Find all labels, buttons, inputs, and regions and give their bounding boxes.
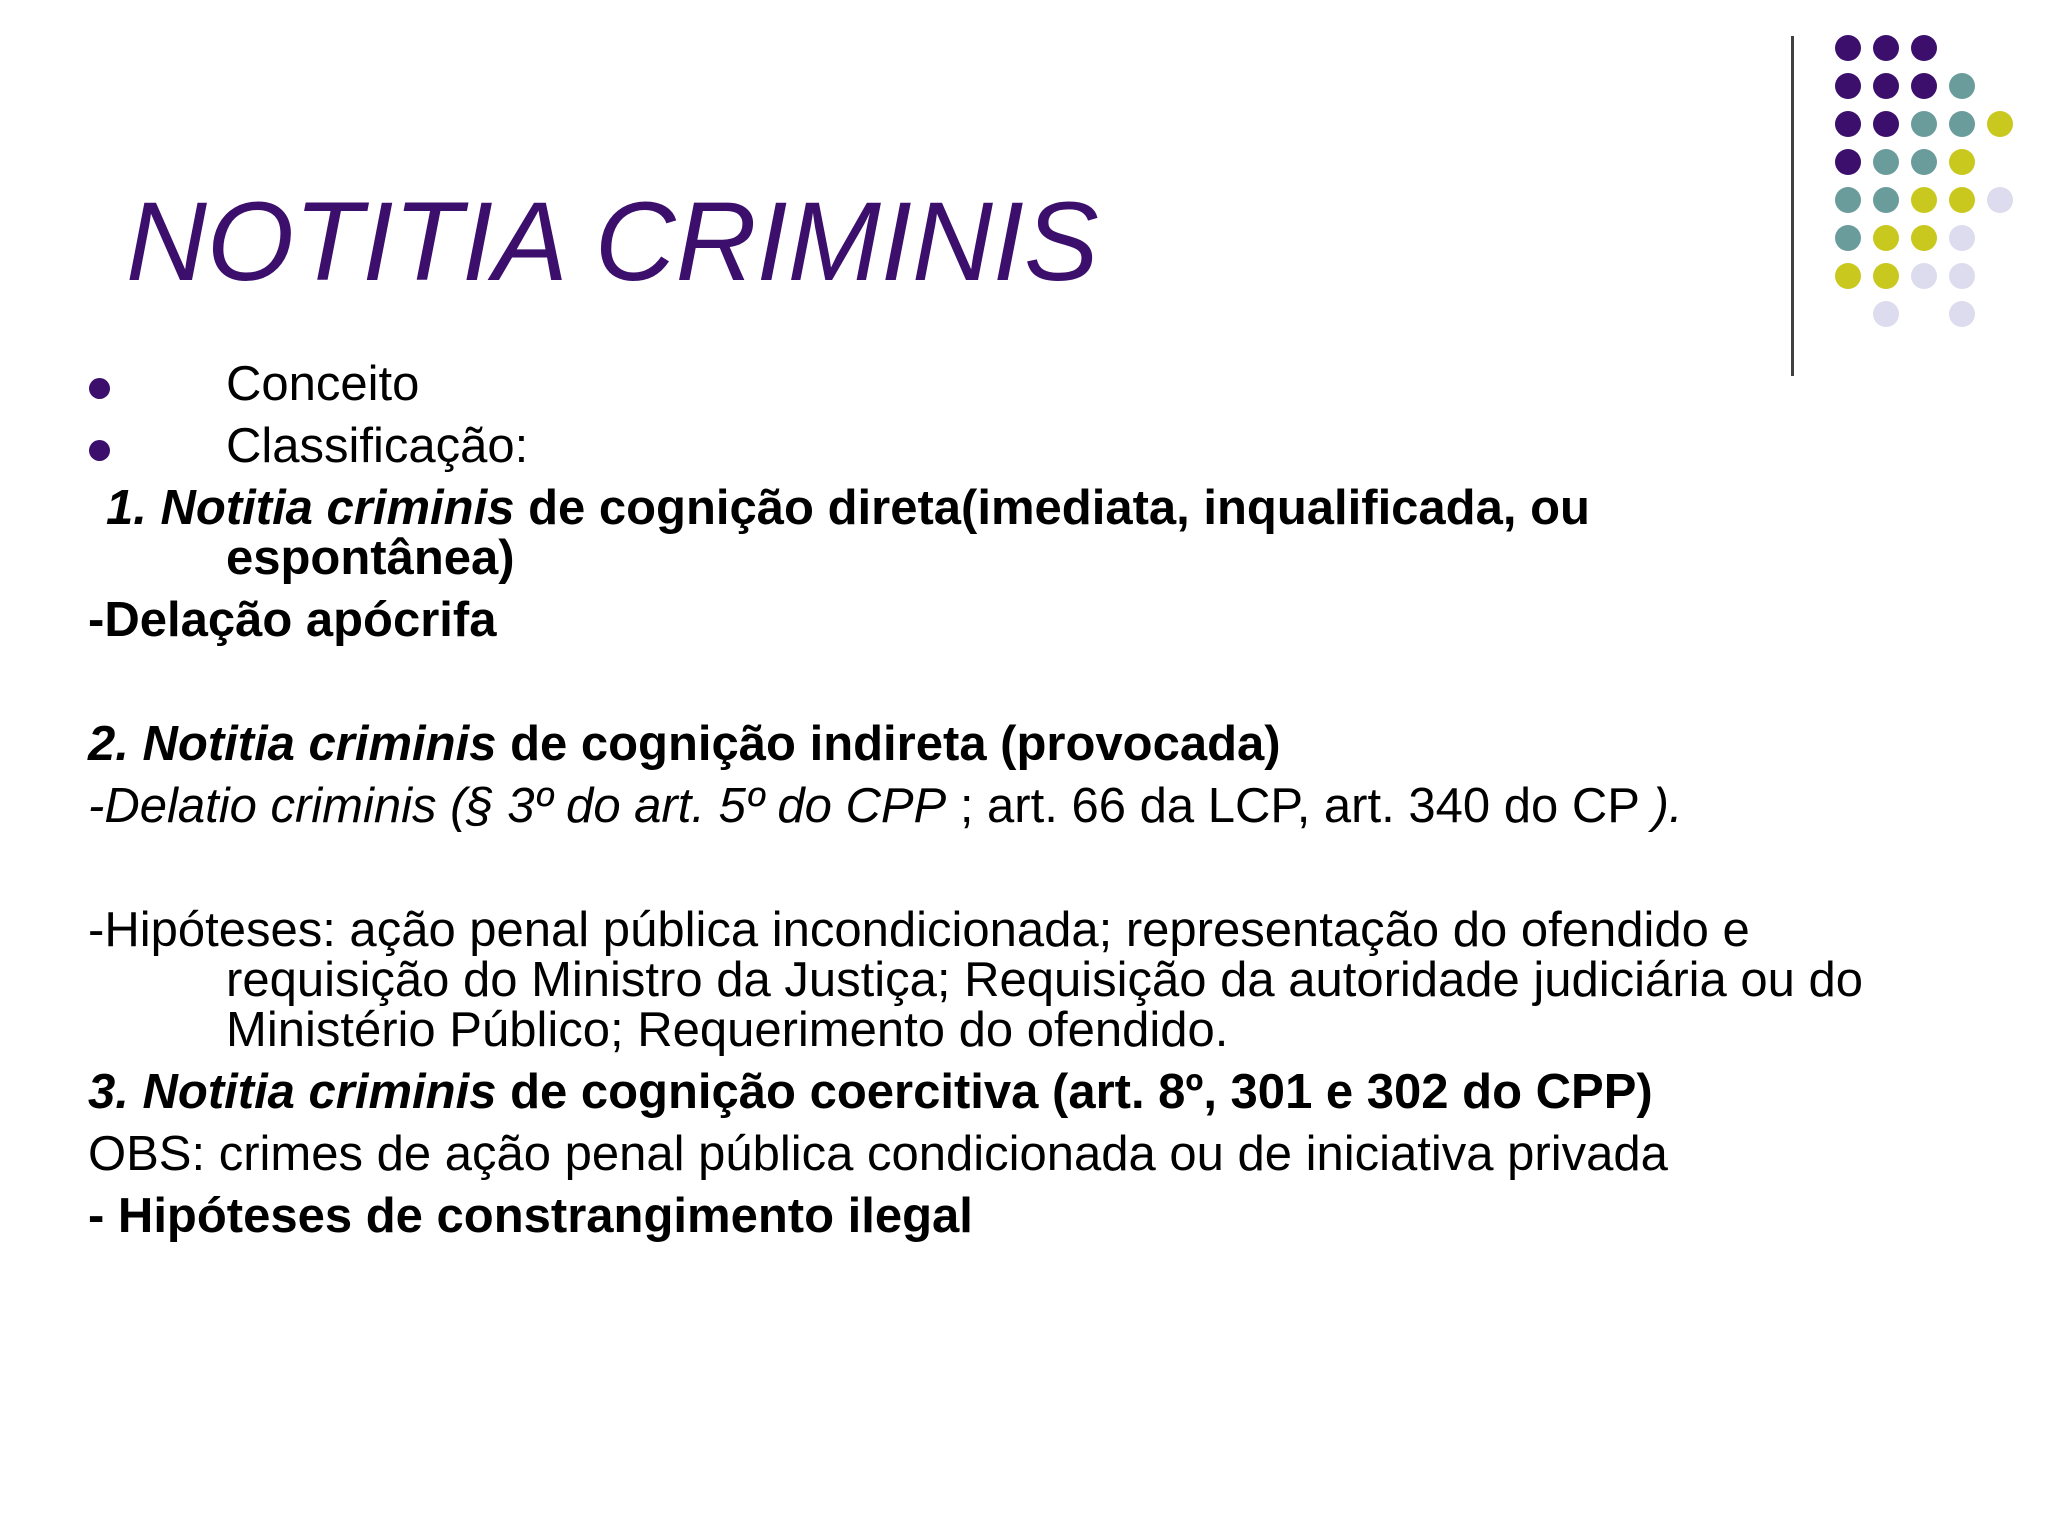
decorative-dot bbox=[1873, 225, 1899, 251]
bullet-text: Classificação: bbox=[226, 419, 529, 473]
bullet-item-classificacao bbox=[88, 419, 1988, 484]
bullet-dot-icon bbox=[89, 378, 110, 399]
section-3-number: 3. bbox=[88, 1065, 129, 1119]
decorative-dot bbox=[1873, 35, 1899, 61]
decorative-dot bbox=[1835, 187, 1861, 213]
section-2-item-italic-end: ). bbox=[1652, 779, 1683, 833]
section-1-heading bbox=[88, 481, 1988, 535]
section-1-term: Notitia criminis bbox=[160, 481, 515, 535]
decorative-dot bbox=[1949, 111, 1975, 137]
decorative-dot bbox=[1987, 187, 2013, 213]
section-2-term: Notitia criminis bbox=[142, 717, 497, 771]
decorative-dot bbox=[1873, 111, 1899, 137]
decorative-dot bbox=[1911, 73, 1937, 99]
decorative-dot bbox=[1873, 149, 1899, 175]
decorative-dot bbox=[1873, 73, 1899, 99]
decorative-dot bbox=[1949, 73, 1975, 99]
spacer bbox=[88, 658, 1988, 720]
bullet-text: Conceito bbox=[226, 357, 420, 411]
section-2-number: 2. bbox=[88, 717, 129, 771]
slide-body bbox=[88, 357, 1988, 1254]
decorative-dot bbox=[1911, 187, 1937, 213]
section-3-term: Notitia criminis bbox=[142, 1065, 497, 1119]
decorative-dot bbox=[1911, 149, 1937, 175]
obs-text: OBS: crimes de ação penal pública condicionada ou de iniciativa privada bbox=[88, 1127, 1668, 1181]
section-2-item-normal: ; art. 66 da LCP, art. 340 do CP bbox=[946, 779, 1653, 833]
section-2-rest: de cognição indireta (provocada) bbox=[496, 717, 1281, 771]
section-3-rest: de cognição coercitiva (art. 8º, 301 e 302 do CPP) bbox=[496, 1065, 1653, 1119]
slide-title: NOTITIA CRIMINIS bbox=[126, 179, 1099, 304]
section-1-rest: de cognição direta(imediata, inqualificada, ou bbox=[514, 481, 1590, 535]
decorative-dot bbox=[1835, 225, 1861, 251]
section-2-heading bbox=[88, 717, 1988, 782]
bullet-dot-icon bbox=[89, 440, 110, 461]
decorative-dot bbox=[1873, 263, 1899, 289]
hypotheses-line-3: Ministério Público; Requerimento do ofendido. bbox=[226, 1003, 1229, 1057]
decorative-dot bbox=[1911, 263, 1937, 289]
decorative-dot bbox=[1835, 35, 1861, 61]
section-2-item-italic: -Delatio criminis (§ 3º do art. 5º do CPP bbox=[88, 779, 947, 833]
decorative-dot bbox=[1835, 263, 1861, 289]
decorative-dot bbox=[1911, 225, 1937, 251]
decorative-dot bbox=[1873, 187, 1899, 213]
decorative-dot bbox=[1835, 111, 1861, 137]
decorative-dot bbox=[1835, 73, 1861, 99]
decorative-dot bbox=[1949, 301, 1975, 327]
section-1-item: -Delação apócrifa bbox=[88, 593, 497, 647]
decorative-dot bbox=[1949, 225, 1975, 251]
section-1-continuation: espontânea) bbox=[226, 531, 515, 585]
decorative-dot bbox=[1911, 111, 1937, 137]
decorative-dot bbox=[1873, 301, 1899, 327]
last-item: - Hipóteses de constrangimento ilegal bbox=[88, 1189, 973, 1243]
decorative-dot bbox=[1987, 111, 2013, 137]
spacer bbox=[88, 844, 1988, 906]
section-3-heading bbox=[88, 1065, 1988, 1130]
section-1-number: 1. bbox=[106, 481, 147, 535]
hypotheses-line-1: -Hipóteses: ação penal pública incondicionada; representação do ofendido e bbox=[88, 903, 1750, 957]
decorative-dot bbox=[1949, 187, 1975, 213]
decorative-dot bbox=[1835, 149, 1861, 175]
decorative-dot bbox=[1949, 263, 1975, 289]
vertical-divider bbox=[1791, 36, 1794, 376]
section-2-item bbox=[88, 779, 1988, 844]
decorative-dot bbox=[1911, 35, 1937, 61]
decorative-dot bbox=[1949, 149, 1975, 175]
hypotheses-line-2: requisição do Ministro da Justiça; Requisição da autoridade judiciária ou do bbox=[226, 953, 1864, 1007]
bullet-item-conceito bbox=[88, 357, 1988, 422]
